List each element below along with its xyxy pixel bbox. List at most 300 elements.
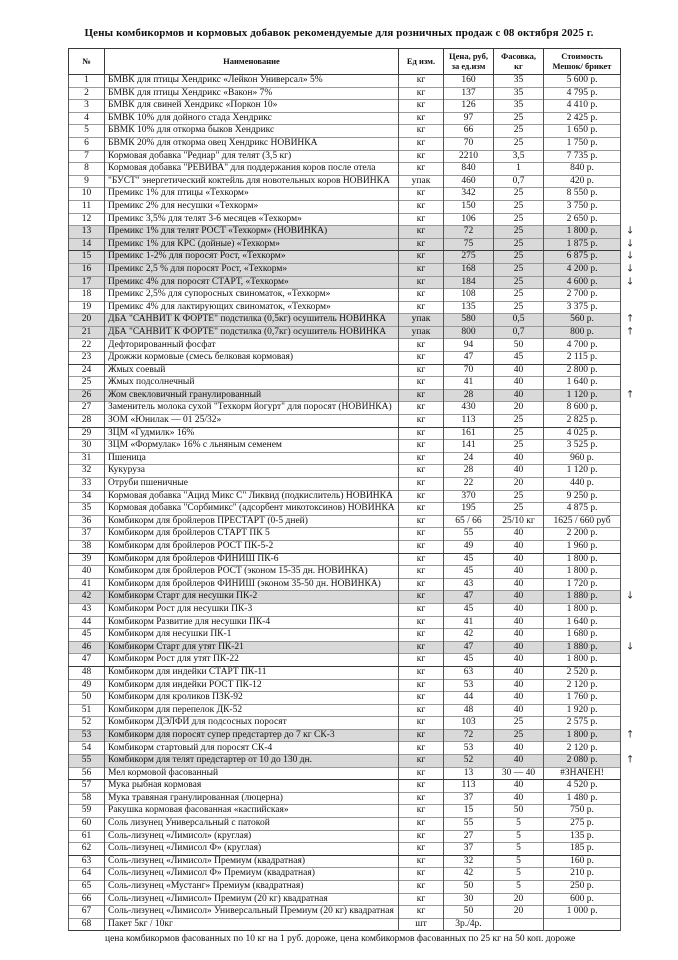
- cost-cell: 1 800 р.: [544, 553, 621, 566]
- pack-cell: 40: [494, 666, 544, 679]
- table-row: [69, 603, 621, 616]
- product-name-cell: Заменитель молока сухой "Техкорм йогурт" для поросят (НОВИНКА): [105, 402, 399, 415]
- pack-cell: 35: [494, 87, 544, 100]
- product-name-cell: Комбикорм для бройлеров РОСТ ПК-5-2: [105, 540, 399, 553]
- table-row: [69, 792, 621, 805]
- product-name-cell: ЗЦМ «Формулак» 16% с льняным семенем: [105, 440, 399, 453]
- cost-cell: 3 375 р.: [544, 301, 621, 314]
- table-row: [69, 629, 621, 642]
- unit-cell: кг: [399, 440, 444, 453]
- pack-cell: 25: [494, 125, 544, 138]
- row-number-cell: 21: [69, 326, 105, 339]
- table-row: [69, 490, 621, 503]
- row-number-cell: 35: [69, 503, 105, 516]
- price-cell: 28: [444, 389, 494, 402]
- table-row: [69, 767, 621, 780]
- price-cell: 41: [444, 377, 494, 390]
- price-cell: 55: [444, 528, 494, 541]
- unit-cell: кг: [399, 566, 444, 579]
- pack-cell: 35: [494, 75, 544, 88]
- price-cell: 45: [444, 654, 494, 667]
- cost-cell: 2 425 р.: [544, 112, 621, 125]
- unit-cell: кг: [399, 377, 444, 390]
- cost-cell: 600 р.: [544, 893, 621, 906]
- price-cell: 42: [444, 629, 494, 642]
- price-cell: 75: [444, 238, 494, 251]
- row-number-cell: 46: [69, 641, 105, 654]
- product-name-cell: Соль-лизунец «Лимисол» Премиум (квадратная): [105, 855, 399, 868]
- table-row: [69, 150, 621, 163]
- row-number-cell: 9: [69, 175, 105, 188]
- product-name-cell: Комбикорм Рост для несушки ПК-3: [105, 603, 399, 616]
- cost-cell: 4 200 р.: [544, 263, 621, 276]
- cost-cell: 1 920 р.: [544, 704, 621, 717]
- unit-cell: кг: [399, 830, 444, 843]
- row-number-cell: 62: [69, 843, 105, 856]
- table-row: [69, 528, 621, 541]
- table-row: [69, 666, 621, 679]
- cost-cell: 4 025 р.: [544, 427, 621, 440]
- product-name-cell: Пшеница: [105, 452, 399, 465]
- row-number-cell: 6: [69, 137, 105, 150]
- price-cell: 53: [444, 742, 494, 755]
- cost-cell: 2 200 р.: [544, 528, 621, 541]
- cost-cell: 4 410 р.: [544, 100, 621, 113]
- price-cell: 55: [444, 818, 494, 831]
- pack-cell: 40: [494, 578, 544, 591]
- row-number-cell: 7: [69, 150, 105, 163]
- row-number-cell: 51: [69, 704, 105, 717]
- row-number-cell: 61: [69, 830, 105, 843]
- table-row: [69, 503, 621, 516]
- product-name-cell: Комбикорм для бройлеров ФИНИШ (эконом 35-50 дн. НОВИНКА): [105, 578, 399, 591]
- page-title: Цены комбикормов и кормовых добавок рекомендуемые для розничных продаж с 08 октября 2025 г.: [84, 27, 594, 39]
- price-cell: 47: [444, 591, 494, 604]
- price-cell: 113: [444, 415, 494, 428]
- price-cell: 45: [444, 553, 494, 566]
- cost-cell: 1 120 р.: [544, 465, 621, 478]
- table-row: [69, 75, 621, 88]
- col-header-number: №: [69, 49, 105, 75]
- row-number-cell: 19: [69, 301, 105, 314]
- price-cell: 45: [444, 566, 494, 579]
- cost-cell: 1 880 р.: [544, 641, 621, 654]
- unit-cell: кг: [399, 881, 444, 894]
- unit-cell: кг: [399, 603, 444, 616]
- pack-cell: 0,7: [494, 326, 544, 339]
- unit-cell: кг: [399, 112, 444, 125]
- unit-cell: кг: [399, 855, 444, 868]
- cost-cell: 185 р.: [544, 843, 621, 856]
- price-cell: 141: [444, 440, 494, 453]
- table-row: [69, 289, 621, 302]
- row-number-cell: 37: [69, 528, 105, 541]
- cost-cell: 160 р.: [544, 855, 621, 868]
- cost-cell: 1 800 р.: [544, 566, 621, 579]
- row-number-cell: 65: [69, 881, 105, 894]
- table-row: [69, 742, 621, 755]
- price-cell: 66: [444, 125, 494, 138]
- table-row: [69, 906, 621, 919]
- product-name-cell: Комбикорм для индейки РОСТ ПК-12: [105, 679, 399, 692]
- product-name-cell: Комбикорм Рост для утят ПК-22: [105, 654, 399, 667]
- unit-cell: кг: [399, 629, 444, 642]
- product-name-cell: Дрожжи кормовые (смесь белковая кормовая): [105, 352, 399, 365]
- cost-cell: 250 р.: [544, 881, 621, 894]
- cost-cell: 1 750 р.: [544, 137, 621, 150]
- row-number-cell: 55: [69, 755, 105, 768]
- row-number-cell: 17: [69, 276, 105, 289]
- pack-cell: 50: [494, 339, 544, 352]
- price-cell: 135: [444, 301, 494, 314]
- product-name-cell: Комбикорм для кроликов ПЗК-92: [105, 692, 399, 705]
- unit-cell: упак: [399, 314, 444, 327]
- pack-cell: 20: [494, 893, 544, 906]
- row-number-cell: 49: [69, 679, 105, 692]
- product-name-cell: Дефторированный фосфат: [105, 339, 399, 352]
- pack-cell: 40: [494, 755, 544, 768]
- unit-cell: кг: [399, 843, 444, 856]
- cost-cell: 1 800 р.: [544, 654, 621, 667]
- cost-cell: 2 520 р.: [544, 666, 621, 679]
- unit-cell: кг: [399, 906, 444, 919]
- price-cell: 580: [444, 314, 494, 327]
- row-number-cell: 10: [69, 188, 105, 201]
- price-increase-arrow-icon: ↑: [626, 326, 635, 338]
- row-number-cell: 48: [69, 666, 105, 679]
- price-decrease-arrow-icon: ↓: [626, 590, 635, 602]
- pack-cell: 25: [494, 200, 544, 213]
- unit-cell: кг: [399, 389, 444, 402]
- unit-cell: кг: [399, 553, 444, 566]
- pack-cell: 40: [494, 566, 544, 579]
- row-number-cell: 24: [69, 364, 105, 377]
- cost-cell: 2 120 р.: [544, 679, 621, 692]
- cost-cell: 1 640 р.: [544, 377, 621, 390]
- pack-cell: 40: [494, 465, 544, 478]
- row-number-cell: 12: [69, 213, 105, 226]
- cost-cell: 3 525 р.: [544, 440, 621, 453]
- cost-cell: 4 520 р.: [544, 780, 621, 793]
- unit-cell: кг: [399, 478, 444, 491]
- pack-cell: 40: [494, 654, 544, 667]
- pack-cell: 25: [494, 427, 544, 440]
- unit-cell: кг: [399, 465, 444, 478]
- row-number-cell: 57: [69, 780, 105, 793]
- table-row: [69, 440, 621, 453]
- product-name-cell: Соль-лизунец «Лимисол» Универсальный Премиум (20 кг) квадратная: [105, 906, 399, 919]
- row-number-cell: 16: [69, 263, 105, 276]
- cost-cell: 1 960 р.: [544, 540, 621, 553]
- pack-cell: 25: [494, 251, 544, 264]
- unit-cell: кг: [399, 289, 444, 302]
- product-name-cell: Мука рыбная кормовая: [105, 780, 399, 793]
- price-cell: 800: [444, 326, 494, 339]
- row-number-cell: 27: [69, 402, 105, 415]
- row-number-cell: 3: [69, 100, 105, 113]
- unit-cell: кг: [399, 654, 444, 667]
- pack-cell: 25: [494, 490, 544, 503]
- price-cell: 70: [444, 364, 494, 377]
- table-row: [69, 692, 621, 705]
- pack-cell: 40: [494, 629, 544, 642]
- price-cell: 48: [444, 704, 494, 717]
- product-name-cell: Премикс 2,5 % для поросят Рост, «Техкорм»: [105, 263, 399, 276]
- unit-cell: кг: [399, 125, 444, 138]
- product-name-cell: ЗЦМ «Гудмилк» 16%: [105, 427, 399, 440]
- product-name-cell: Соль-лизунец «Лимисол Ф» Премиум (квадратная): [105, 868, 399, 881]
- unit-cell: кг: [399, 200, 444, 213]
- price-table-body: [69, 75, 621, 931]
- table-row: [69, 314, 621, 327]
- table-row: [69, 238, 621, 251]
- row-number-cell: 59: [69, 805, 105, 818]
- row-number-cell: 31: [69, 452, 105, 465]
- pack-cell: 0,5: [494, 314, 544, 327]
- unit-cell: кг: [399, 767, 444, 780]
- product-name-cell: БМВК для свиней Хендрикс «Поркон 10»: [105, 100, 399, 113]
- pack-cell: 3,5: [494, 150, 544, 163]
- product-name-cell: Премикс 4% для поросят СТАРТ, «Техкорм»: [105, 276, 399, 289]
- cost-cell: 2 800 р.: [544, 364, 621, 377]
- table-row: [69, 755, 621, 768]
- product-name-cell: Комбикорм для бройлеров РОСТ (эконом 15-35 дн. НОВИНКА): [105, 566, 399, 579]
- price-cell: 50: [444, 881, 494, 894]
- cost-cell: 840 р.: [544, 163, 621, 176]
- table-row: [69, 364, 621, 377]
- cost-cell: 1 800 р.: [544, 226, 621, 239]
- row-number-cell: 22: [69, 339, 105, 352]
- footnote: цена комбикормов фасованных по 10 кг на 1 руб. дороже, цена комбикормов фасованных по 25 кг на 50 коп. дороже: [105, 934, 576, 944]
- product-name-cell: Кормовая добавка "РЕВИВА" для поддержания коров после отела: [105, 163, 399, 176]
- pack-cell: 25/10 кг: [494, 515, 544, 528]
- pack-cell: 25: [494, 263, 544, 276]
- pack-cell: 30 — 40: [494, 767, 544, 780]
- unit-cell: кг: [399, 742, 444, 755]
- price-cell: 275: [444, 251, 494, 264]
- unit-cell: кг: [399, 75, 444, 88]
- pack-cell: 25: [494, 238, 544, 251]
- price-cell: 72: [444, 226, 494, 239]
- row-number-cell: 14: [69, 238, 105, 251]
- price-cell: 430: [444, 402, 494, 415]
- row-number-cell: 20: [69, 314, 105, 327]
- pack-cell: 5: [494, 855, 544, 868]
- cost-cell: [544, 918, 621, 931]
- table-row: [69, 377, 621, 390]
- price-cell: 70: [444, 137, 494, 150]
- pack-cell: 40: [494, 704, 544, 717]
- unit-cell: кг: [399, 792, 444, 805]
- unit-cell: кг: [399, 364, 444, 377]
- col-header-price: Цена, руб, за ед.изм: [444, 49, 494, 75]
- product-name-cell: Комбикорм для бройлеров СТАРТ ПК 5: [105, 528, 399, 541]
- pack-cell: 50: [494, 805, 544, 818]
- price-cell: 150: [444, 200, 494, 213]
- product-name-cell: Премикс 2,5% для супоросных свиноматок, «Техкорм»: [105, 289, 399, 302]
- price-cell: 53: [444, 679, 494, 692]
- price-cell: 161: [444, 427, 494, 440]
- cost-cell: 440 р.: [544, 478, 621, 491]
- pack-cell: 25: [494, 188, 544, 201]
- row-number-cell: 1: [69, 75, 105, 88]
- row-number-cell: 63: [69, 855, 105, 868]
- price-cell: 113: [444, 780, 494, 793]
- product-name-cell: Премикс 1% для КРС (дойные) «Техкорм»: [105, 238, 399, 251]
- pack-cell: 5: [494, 830, 544, 843]
- unit-cell: кг: [399, 263, 444, 276]
- price-table: [68, 48, 621, 931]
- price-cell: 63: [444, 666, 494, 679]
- row-number-cell: 29: [69, 427, 105, 440]
- table-row: [69, 893, 621, 906]
- pack-cell: 25: [494, 137, 544, 150]
- table-row: [69, 402, 621, 415]
- row-number-cell: 45: [69, 629, 105, 642]
- row-number-cell: 39: [69, 553, 105, 566]
- unit-cell: кг: [399, 515, 444, 528]
- price-cell: 126: [444, 100, 494, 113]
- table-row: [69, 717, 621, 730]
- price-cell: 103: [444, 717, 494, 730]
- cost-cell: 1 760 р.: [544, 692, 621, 705]
- unit-cell: кг: [399, 188, 444, 201]
- pack-cell: 40: [494, 603, 544, 616]
- table-row: [69, 251, 621, 264]
- table-row: [69, 578, 621, 591]
- product-name-cell: БВМК 10% для откорма быков Хендрикс: [105, 125, 399, 138]
- pack-cell: 25: [494, 112, 544, 125]
- unit-cell: кг: [399, 100, 444, 113]
- row-number-cell: 56: [69, 767, 105, 780]
- row-number-cell: 34: [69, 490, 105, 503]
- pack-cell: 20: [494, 402, 544, 415]
- price-increase-arrow-icon: ↑: [626, 313, 635, 325]
- row-number-cell: 58: [69, 792, 105, 805]
- product-name-cell: Комбикорм для несушки ПК-1: [105, 629, 399, 642]
- table-row: [69, 301, 621, 314]
- table-row: [69, 654, 621, 667]
- table-row: [69, 830, 621, 843]
- unit-cell: кг: [399, 276, 444, 289]
- cost-cell: 1 875 р.: [544, 238, 621, 251]
- table-row: [69, 326, 621, 339]
- pack-cell: 40: [494, 780, 544, 793]
- unit-cell: кг: [399, 352, 444, 365]
- cost-cell: 1 120 р.: [544, 389, 621, 402]
- price-cell: 106: [444, 213, 494, 226]
- table-row: [69, 780, 621, 793]
- unit-cell: кг: [399, 452, 444, 465]
- cost-cell: 1 480 р.: [544, 792, 621, 805]
- price-increase-arrow-icon: ↑: [626, 754, 635, 766]
- product-name-cell: ДБА "САНВИТ К ФОРТЕ" подстилка (0,7кг) осушитель НОВИНКА: [105, 326, 399, 339]
- cost-cell: 750 р.: [544, 805, 621, 818]
- price-cell: 460: [444, 175, 494, 188]
- price-cell: 195: [444, 503, 494, 516]
- row-number-cell: 4: [69, 112, 105, 125]
- pack-cell: [494, 918, 544, 931]
- unit-cell: кг: [399, 666, 444, 679]
- pack-cell: 25: [494, 276, 544, 289]
- row-number-cell: 8: [69, 163, 105, 176]
- unit-cell: кг: [399, 213, 444, 226]
- pack-cell: 40: [494, 389, 544, 402]
- price-decrease-arrow-icon: ↓: [626, 641, 635, 653]
- row-number-cell: 41: [69, 578, 105, 591]
- pack-cell: 25: [494, 289, 544, 302]
- price-decrease-arrow-icon: ↓: [626, 225, 635, 237]
- price-cell: 94: [444, 339, 494, 352]
- row-number-cell: 38: [69, 540, 105, 553]
- cost-cell: 8 550 р.: [544, 188, 621, 201]
- unit-cell: кг: [399, 427, 444, 440]
- unit-cell: кг: [399, 868, 444, 881]
- row-number-cell: 54: [69, 742, 105, 755]
- pack-cell: 40: [494, 452, 544, 465]
- product-name-cell: Комбикорм ДЭЛФИ для подсосных поросят: [105, 717, 399, 730]
- price-cell: 41: [444, 616, 494, 629]
- unit-cell: кг: [399, 163, 444, 176]
- product-name-cell: ДБА "САНВИТ К ФОРТЕ" подстилка (0,5кг) осушитель НОВИНКА: [105, 314, 399, 327]
- price-cell: 184: [444, 276, 494, 289]
- col-header-name: Наименование: [105, 49, 399, 75]
- product-name-cell: Мел кормовой фасованный: [105, 767, 399, 780]
- product-name-cell: Премикс 4% для лактирующих свиноматок, «Техкорм»: [105, 301, 399, 314]
- cost-cell: 560 р.: [544, 314, 621, 327]
- table-row: [69, 137, 621, 150]
- cost-cell: 1 880 р.: [544, 591, 621, 604]
- price-cell: 15: [444, 805, 494, 818]
- row-number-cell: 30: [69, 440, 105, 453]
- product-name-cell: Мука травяная гранулированная (люцерна): [105, 792, 399, 805]
- col-header-unit: Ед изм.: [399, 49, 444, 75]
- cost-cell: 420 р.: [544, 175, 621, 188]
- table-row: [69, 427, 621, 440]
- unit-cell: кг: [399, 251, 444, 264]
- price-cell: 168: [444, 263, 494, 276]
- unit-cell: кг: [399, 805, 444, 818]
- price-cell: 840: [444, 163, 494, 176]
- row-number-cell: 64: [69, 868, 105, 881]
- table-row: [69, 818, 621, 831]
- price-increase-arrow-icon: ↑: [626, 729, 635, 741]
- row-number-cell: 15: [69, 251, 105, 264]
- unit-cell: кг: [399, 226, 444, 239]
- table-row: [69, 540, 621, 553]
- pack-cell: 40: [494, 553, 544, 566]
- price-cell: 43: [444, 578, 494, 591]
- table-row: [69, 213, 621, 226]
- unit-cell: кг: [399, 641, 444, 654]
- cost-cell: 275 р.: [544, 818, 621, 831]
- unit-cell: кг: [399, 540, 444, 553]
- row-number-cell: 32: [69, 465, 105, 478]
- product-name-cell: Кормовая добавка "Редиар" для телят (3,5 кг): [105, 150, 399, 163]
- unit-cell: кг: [399, 755, 444, 768]
- table-row: [69, 843, 621, 856]
- table-row: [69, 188, 621, 201]
- cost-cell: 3 750 р.: [544, 200, 621, 213]
- table-row: [69, 389, 621, 402]
- price-cell: 32: [444, 855, 494, 868]
- product-name-cell: Жом свекловичный гранулированный: [105, 389, 399, 402]
- price-cell: 13: [444, 767, 494, 780]
- price-cell: 370: [444, 490, 494, 503]
- table-row: [69, 452, 621, 465]
- pack-cell: 5: [494, 843, 544, 856]
- price-cell: 72: [444, 729, 494, 742]
